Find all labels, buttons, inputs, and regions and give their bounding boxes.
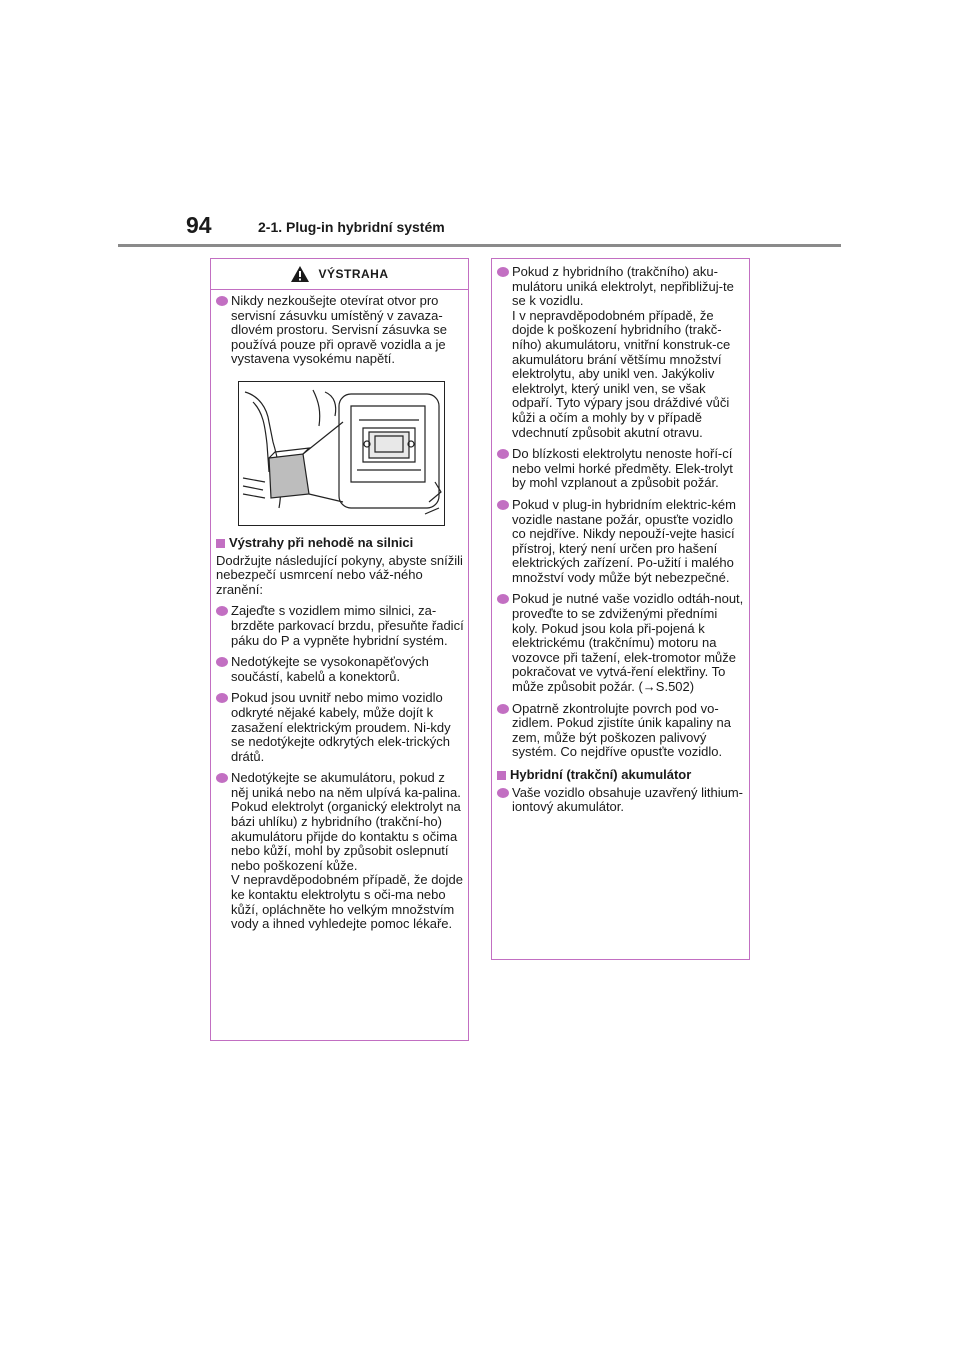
bullet-text: Do blízkosti elektrolytu nenoste hoří-cí nebo velmi horké předměty. Elek-trolyt by mohl vzplanout a způsobit požár. — [512, 446, 733, 491]
bullet-text: Nedotýkejte se vysokonapěťových součástí, kabelů a konektorů. — [231, 654, 429, 684]
bullet-dot — [216, 773, 228, 783]
bullet-dot — [216, 657, 228, 667]
header-rule — [118, 244, 841, 247]
warning-label: VÝSTRAHA — [318, 267, 389, 281]
list-item — [497, 786, 745, 815]
list-item — [216, 604, 464, 648]
warning-header — [211, 259, 468, 290]
subheading-road-accident — [216, 536, 464, 551]
bullet-text: Zajeďte s vozidlem mimo silnici, za-brzděte parkovací brzdu, přesuňte řadicí páku do P a vypněte hybridní systém. — [231, 603, 464, 648]
bullet-dot — [216, 296, 228, 306]
list-item — [216, 655, 464, 684]
bullet-text: Pokud v plug-in hybridním elektric-kém vozidle nastane požár, opusťte vozidlo co nejdříve. Nikdy nepouží-vejte hasicí přístroj, který není určen pro hašení elektrických zařízení. Po-užití i malého množství vody může být nebezpečné. — [512, 496, 736, 585]
bullet-dot — [497, 788, 509, 798]
bullet-dot — [497, 500, 509, 510]
subheading-hybrid-battery — [497, 768, 745, 783]
bullet-dot — [216, 693, 228, 703]
bullet-text: Nedotýkejte se akumulátoru, pokud z něj uniká nebo na něm ulpívá ka-palina. Pokud elektrolyt (organický elektrolyt na bázi uhlíku) z hybridního (trakční-ho) akumulátoru přijde do kontaktu s očima nebo kůží, mohl by způsobit oslepnutí nebo poškození kůže. V nepravděpodobném případě, že dojde ke kontaktu elektrolytu s oči-ma nebo kůží, opláchněte ho velkým množstvím vody a ihned vyhledejte pomoc lékaře. — [231, 770, 464, 932]
warning-box-right — [491, 258, 750, 960]
warning-box-left — [210, 258, 469, 1041]
trunk-service-plug-drawing — [239, 382, 444, 525]
bullet-text: Pokud je nutné vaše vozidlo odtáh-nout, proveďte to se zdviženými předními koly. Pokud jsou kola při-pojená k elektrickému (trakčnímu) motoru na vozovce při tažení, elek-tromotor může pokračovat ve vytvá-ření elektřiny. To může způsobit požár. (→S.502) — [512, 591, 744, 695]
bullet-text: Pokud jsou uvnitř nebo mimo vozidlo odkryté nějaké kabely, může dojít k zasažení elektrickým proudem. Ni-kdy se nedotýkejte odkrytých elek-trických drátů. — [231, 690, 451, 764]
page-number: 94 — [186, 212, 212, 238]
bullet-dot — [497, 449, 509, 459]
list-item — [497, 498, 745, 586]
paragraph: Dodržujte následující pokyny, abyste snížili nebezpečí usmrcení nebo váž-ného zranění: — [216, 552, 463, 597]
bullet-dot — [497, 267, 509, 277]
subheading-text: Výstrahy při nehodě na silnici — [229, 534, 414, 550]
bullet-text: Vaše vozidlo obsahuje uzavřený lithium-iontový akumulátor. — [512, 784, 743, 815]
service-plug-illustration — [238, 381, 445, 526]
list-item — [497, 265, 745, 440]
bullet-dot — [497, 594, 509, 604]
list-item — [497, 592, 745, 694]
list-item — [216, 691, 464, 764]
bullet-dot — [216, 606, 228, 616]
subheading-text: Hybridní (trakční) akumulátor — [510, 767, 692, 782]
warning-triangle-icon — [290, 265, 310, 283]
bullet-text: Opatrně zkontrolujte povrch pod vo-zidlem. Pokud zjistíte únik kapaliny na zem, může být poškozen palivový systém. Co nejdříve opusťte vozidlo. — [512, 700, 731, 760]
bullet-text: Pokud z hybridního (trakčního) aku-mulátoru uniká elektrolyt, nepřibližuj-te se k vozidlu. I v nepravděpodobném případě, že dojde k poškození hybridního (trakč-ního) akumulátoru, vnitřní konstruk-ce akumulátoru brání většímu množství elektrolytu, aby unikl ven. Jakýkoliv elektrolyt, který unikl ven, se však odpaří. Tyto výpary jsou dráždivé vůči kůži a očím a mohly by v případě vdechnutí způsobit akutní otravu. — [512, 264, 734, 440]
subheading-marker — [216, 539, 225, 548]
list-item — [497, 447, 745, 491]
list-item — [216, 294, 464, 367]
subheading-marker — [497, 771, 506, 780]
list-item — [497, 702, 745, 760]
section-title: 2-1. Plug-in hybridní systém — [258, 219, 445, 235]
bullet-text: Nikdy nezkoušejte otevírat otvor pro servisní zásuvku umístěný v zavaza-dlovém prostoru. Servisní zásuvka se používá pouze při opravě vozidla a je vystavena vysokému napětí. — [231, 293, 448, 367]
bullet-dot — [497, 704, 509, 714]
list-item — [216, 771, 464, 932]
